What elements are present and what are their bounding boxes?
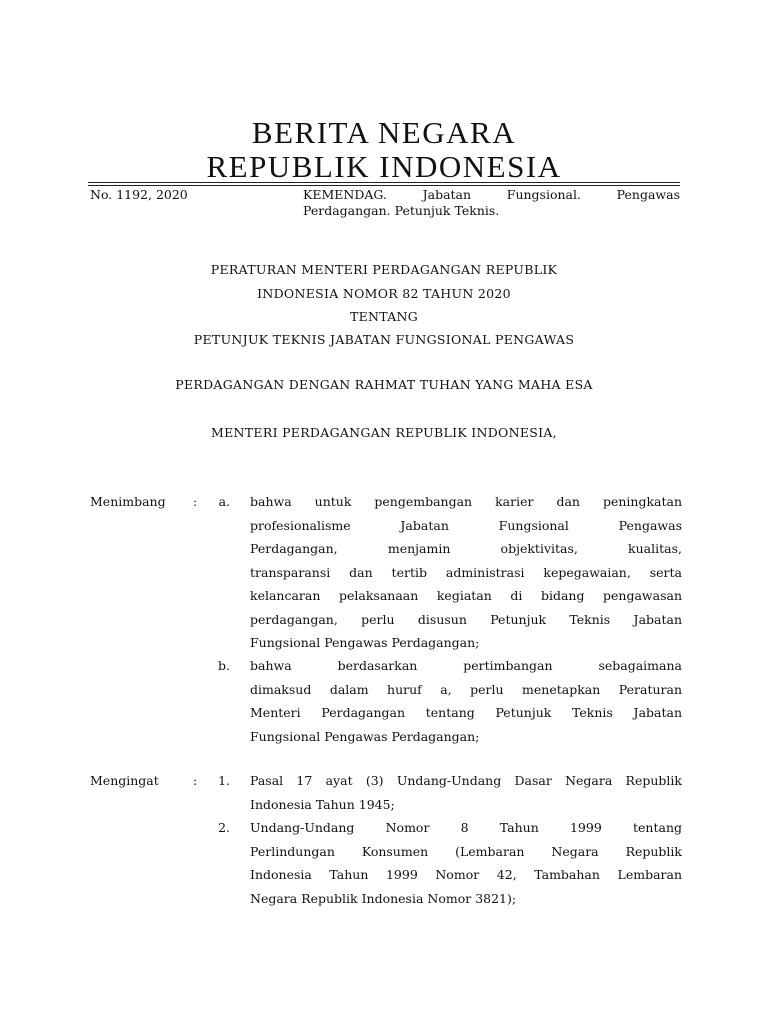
mengingat-label: Mengingat <box>90 773 159 788</box>
mengingat-2-line: Perlindungan Konsumen (Lembaran Negara Republik <box>250 843 682 859</box>
menimbang-b-line: Menteri Perdagangan tentang Petunjuk Teknis Jabatan <box>250 705 682 720</box>
menimbang-b-line: bahwa berdasarkan pertimbangan sebagaimana <box>250 658 682 673</box>
menimbang-a-line: perdagangan, perlu disusun Petunjuk Teknis Jabatan <box>250 611 682 627</box>
menimbang-colon: : <box>193 494 198 509</box>
title-line-6: MENTERI PERDAGANGAN REPUBLIK INDONESIA, <box>211 425 557 440</box>
title-line-2: INDONESIA NOMOR 82 TAHUN 2020 <box>257 286 511 301</box>
mengingat-2-line: Indonesia Tahun 1999 Nomor 42, Tambahan Lembaran <box>250 867 682 882</box>
mengingat-1-line: Indonesia Tahun 1945; <box>250 796 395 812</box>
subject-line-1: KEMENDAG. Jabatan Fungsional. Pengawas <box>303 187 680 202</box>
menimbang-a-line: bahwa untuk pengembangan karier dan peningkatan <box>250 494 682 509</box>
menimbang-a-line: kelancaran pelaksanaan kegiatan di bidang pengawasan <box>250 588 682 603</box>
mengingat-item-1-marker: 1. <box>218 773 230 788</box>
menimbang-a-line: profesionalisme Jabatan Fungsional Pengawas <box>250 517 682 533</box>
header-rule-top <box>88 182 680 183</box>
menimbang-a-line: transparansi dan tertib administrasi kepegawaian, serta <box>250 564 682 580</box>
masthead-line-1: BERITA NEGARA <box>251 115 517 150</box>
menimbang-item-a-marker: a. <box>218 494 230 509</box>
menimbang-item-b-marker: b. <box>218 658 230 673</box>
mengingat-2-line: Negara Republik Indonesia Nomor 3821); <box>250 890 517 906</box>
title-line-3: TENTANG <box>349 309 419 324</box>
mengingat-colon: : <box>193 773 198 788</box>
title-line-4: PETUNJUK TEKNIS JABATAN FUNGSIONAL PENGAWAS <box>193 332 575 347</box>
mengingat-2-line: Undang-Undang Nomor 8 Tahun 1999 tentang <box>250 820 682 835</box>
mengingat-item-2 <box>250 816 682 910</box>
document-subject <box>303 187 680 219</box>
document-number: No. 1192, 2020 <box>90 187 188 202</box>
menimbang-b-line: Fungsional Pengawas Perdagangan; <box>250 728 480 744</box>
title-line-1: PERATURAN MENTERI PERDAGANGAN REPUBLIK <box>210 262 558 277</box>
subject-line-2: Perdagangan. Petunjuk Teknis. <box>303 203 500 218</box>
menimbang-label: Menimbang <box>90 494 166 509</box>
menimbang-item-a <box>250 490 682 655</box>
mengingat-1-line: Pasal 17 ayat (3) Undang-Undang Dasar Negara Republik <box>250 773 682 788</box>
mengingat-item-2-marker: 2. <box>218 820 230 835</box>
menimbang-a-line: Perdagangan, menjamin objektivitas, kualitas, <box>250 541 682 556</box>
header-rule-bottom <box>88 185 680 186</box>
menimbang-a-line: Fungsional Pengawas Perdagangan; <box>250 635 480 650</box>
title-line-5: PERDAGANGAN DENGAN RAHMAT TUHAN YANG MAHA ESA <box>175 377 593 392</box>
menimbang-b-line: dimaksud dalam huruf a, perlu menetapkan Peraturan <box>250 681 682 697</box>
masthead-line-2: REPUBLIK INDONESIA <box>206 149 562 184</box>
mengingat-item-1 <box>250 769 682 816</box>
menimbang-item-b <box>250 654 682 748</box>
